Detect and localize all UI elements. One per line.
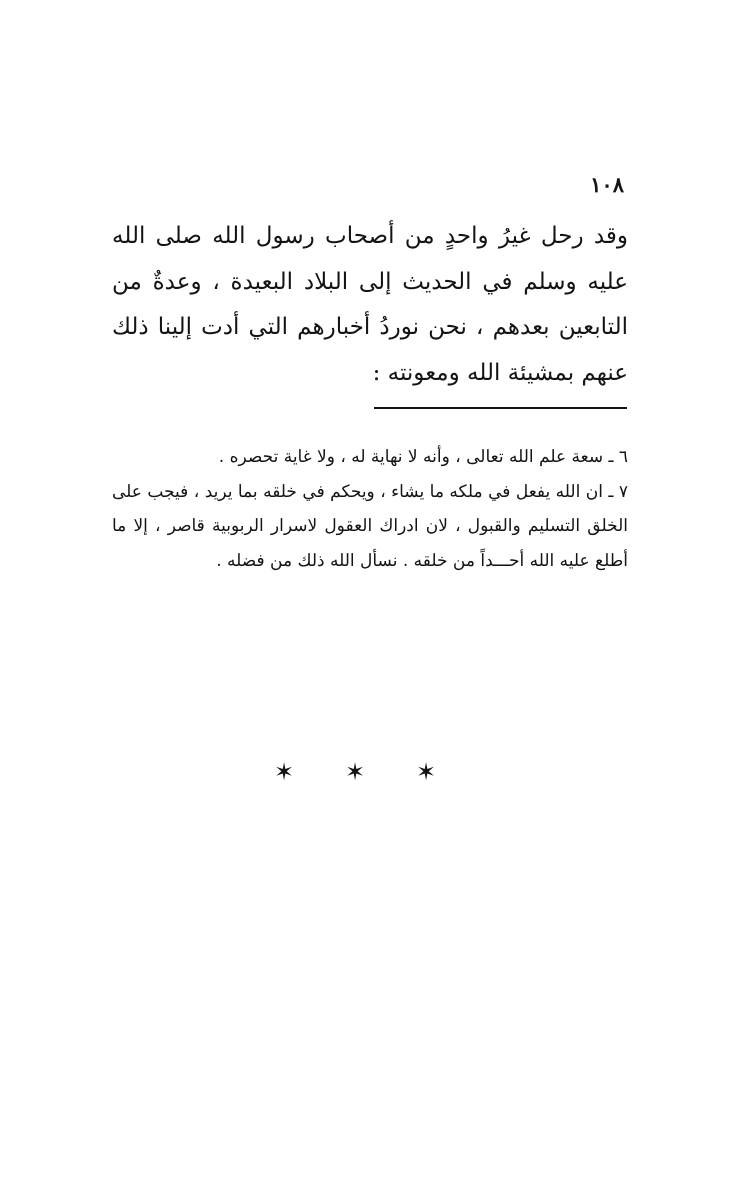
star-icon: ✶ [415, 758, 437, 786]
footnote-6: ٦ ـ سعة علم الله تعالى ، وأنه لا نهاية له ، ولا غاية تحصره . [218, 447, 628, 467]
section-divider-ornament [270, 758, 440, 786]
star-icon: ✶ [273, 758, 295, 786]
footnote-7: ٧ ـ ان الله يفعل في ملكه ما يشاء ، ويحكم في خلقه بما يريد ، فيجب على الخلق التسليم والقبول ، لان ادراك العقول لاسرار الربوبية قاصر ، إلا ما أطلع عليه الله أحـــداً من خلقه . نسأل الله ذلك من فضله . [112, 481, 628, 571]
footnotes [112, 440, 628, 578]
page-number: ١٠٨ [590, 172, 624, 197]
footnote-separator [374, 407, 627, 409]
star-icon: ✶ [344, 758, 366, 786]
body-text [112, 214, 628, 396]
body-paragraph: وقد رحل غيرُ واحدٍ من أصحاب رسول الله صلى الله عليه وسلم في الحديث إلى البلاد البعيدة ، وعدةٌ من التابعين بعدهم ، نحن نوردُ أخبارهم التي أدت إلينا ذلك عنهم بمشيئة الله ومعونته : [112, 223, 628, 386]
